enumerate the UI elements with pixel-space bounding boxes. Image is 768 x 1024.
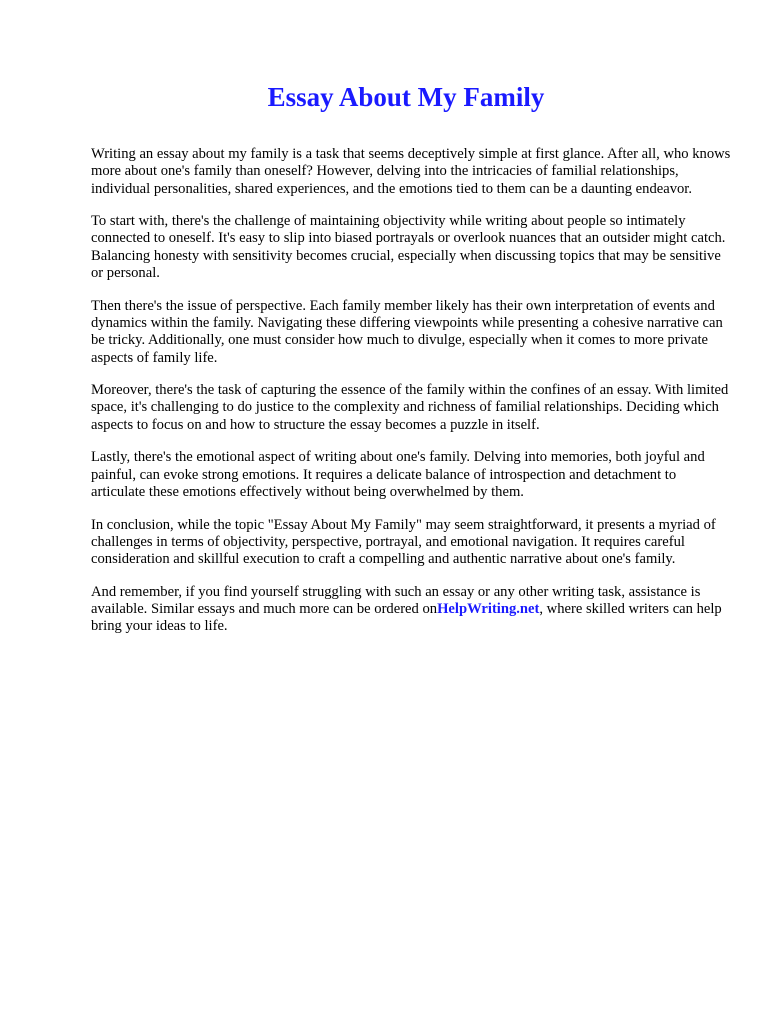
paragraph-conclusion: In conclusion, while the topic "Essay About My Family" may seem straightforward, it presents a myriad of challenges in terms of objectivity, perspective, portrayal, and emotional navigation. It requires careful consideration and skillful execution to craft a compelling and authentic narrative about one's family. [91,516,716,568]
helpwriting-link[interactable]: HelpWriting.net [437,601,540,618]
paragraph-essence: Moreover, there's the task of capturing the essence of the family within the confines of an essay. With limited space, it's challenging to do justice to the complexity and richness of familial relationships. Deciding which aspects to focus on and how to structure the essay becomes a puzzle in itself. [91,382,729,433]
paragraph-emotional: Lastly, there's the emotional aspect of writing about one's family. Delving into memories, both joyful and painful, can evoke strong emotions. It requires a delicate balance of introspection and detachment to articulate these emotions effectively without being overwhelmed by them. [91,449,705,500]
paragraph-closing [91,584,731,636]
paragraph-intro: Writing an essay about my family is a task that seems deceptively simple at first glance. After all, who knows more about one's family than oneself? However, delving into the intricacies of familial relationships, individual personalities, shared experiences, and the emotions tied to them can be a daunting endeavor. [91,146,731,197]
closing-text-before-link: And remember, if you find yourself struggling with such an essay or any other writing task, assistance is available. Similar essays and much more can be ordered on [91,583,701,618]
paragraph-objectivity: To start with, there's the challenge of maintaining objectivity while writing about people so intimately connected to oneself. It's easy to slip into biased portrayals or overlook nuances that an outsider might catch. Balancing honesty with sensitivity becomes crucial, especially when discussing topics that may be sensitive or personal. [91,213,726,282]
paragraph-perspective: Then there's the issue of perspective. Each family member likely has their own interpretation of events and dynamics within the family. Navigating these differing viewpoints while presenting a cohesive narrative can be tricky. Additionally, one must consider how much to divulge, especially when it comes to more private aspects of family life. [91,297,723,366]
page-title: Essay About My Family [267,82,545,112]
closing-text-after-link: , where skilled writers can help bring your ideas to life. [91,601,722,635]
essay-body [91,146,731,651]
